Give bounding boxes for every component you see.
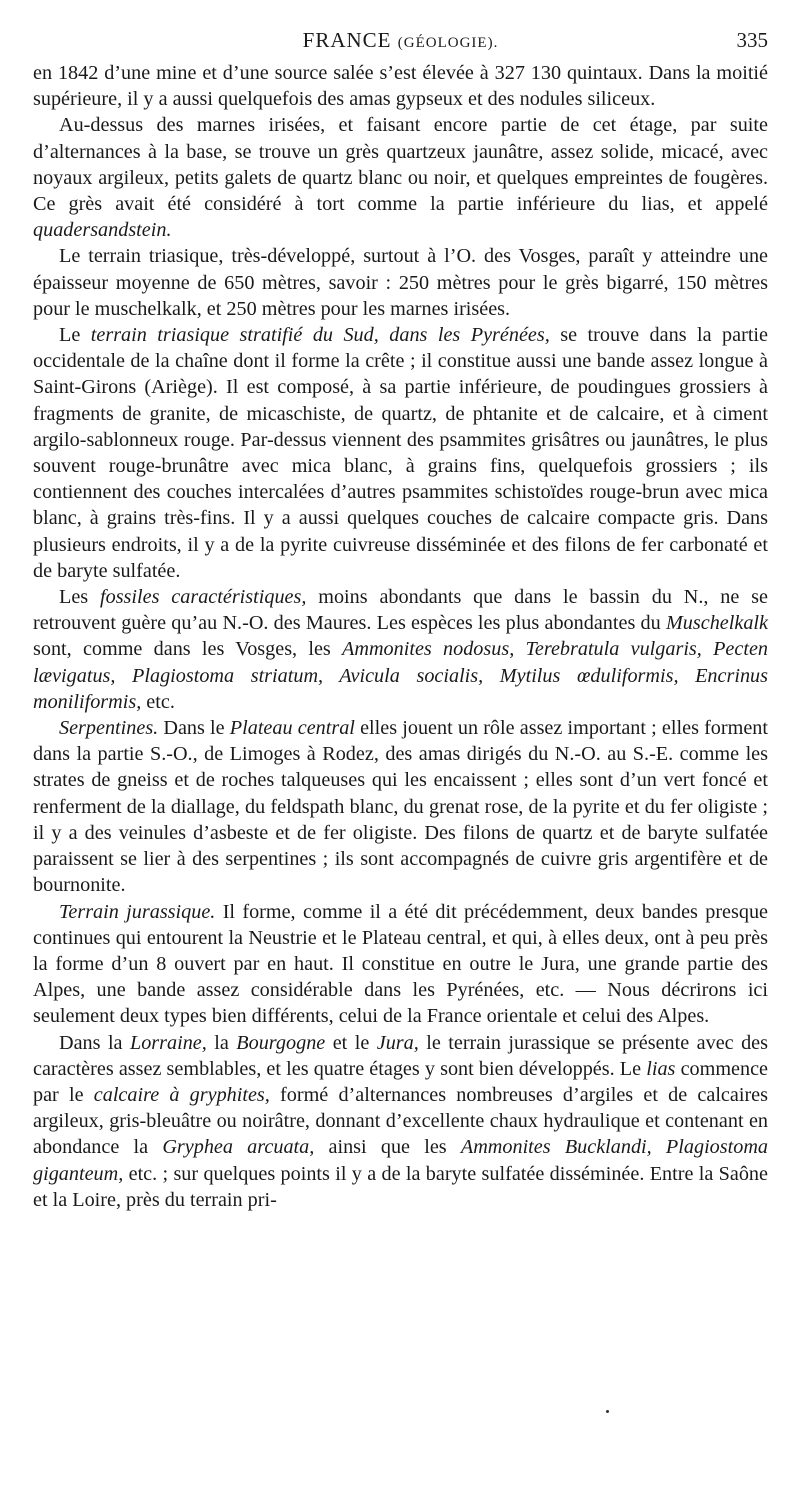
- text-run: Les: [59, 586, 100, 609]
- text-run: Le terrain triasique, très-développé, surtout à l’O. des Vosges, paraît y atteindre une épaisseur moyenne de 650 mètres, savoir : 250 mètres pour le grès bigarré, 150 mètres pour le muschelkalk, et 250 mètres pour les marnes irisées.: [33, 245, 768, 320]
- paragraph: [33, 584, 768, 715]
- page-number: 335: [736, 28, 768, 52]
- text-run: et le: [325, 1031, 377, 1054]
- italic-text: terrain triasique stratifié du Sud, dans les Pyrénées,: [90, 324, 550, 347]
- italic-text: Plateau central: [229, 717, 355, 740]
- italic-text: Serpentines.: [59, 717, 159, 740]
- italic-text: Lorraine,: [129, 1031, 207, 1054]
- text-run: commence par le: [33, 1057, 768, 1106]
- paragraph: [33, 1030, 768, 1213]
- italic-text: fossiles caractéristiques,: [100, 586, 307, 609]
- text-run: Le: [59, 324, 91, 347]
- italic-text: Terrain jurassique.: [59, 900, 216, 923]
- italic-text: Muschelkalk: [665, 612, 768, 635]
- text-run: formé d’alternances nombreuses d’argiles et de calcaires argileux, gris-bleuâtre ou noirâtre, donnant d’excellente chaux hydraulique et contenant en abondance la: [33, 1083, 768, 1159]
- italic-text: lias: [646, 1057, 676, 1080]
- italic-text: Bourgogne: [236, 1031, 326, 1054]
- italic-text: Jura,: [376, 1031, 419, 1054]
- page: [33, 28, 768, 1213]
- article-body: [33, 60, 768, 1213]
- text-run: se trouve dans la partie occidentale de la chaîne dont il forme la crête ; il constitue aussi une bande assez longue à Saint-Girons (Ariège). Il est composé, à sa partie inférieure, de poudingues grossiers à fragments de granite, de micaschiste, de quartz, de phtanite et de calcaire, et à ciment argilo-sablonneux rouge. Par-dessus viennent des psammites grisâtres ou jaunâtres, le plus souvent rouge-brunâtre avec mica blanc, à grains fins, quelquefois grossiers ; ils contiennent des couches intercalées d’autres psammites schistoïdes rouge-brun avec mica blanc, à grains très-fins. Il y a aussi quelques couches de calcaire compacte gris. Dans plusieurs endroits, il y a de la pyrite cuivreuse disséminée et des filons de fer carbonaté et de baryte sulfatée.: [33, 324, 769, 582]
- paragraph: [33, 112, 768, 243]
- paragraph: [33, 243, 768, 322]
- running-title-main: FRANCE: [302, 28, 392, 52]
- italic-text: quadersandstein.: [33, 219, 172, 242]
- paragraph: [33, 322, 768, 584]
- running-header: [33, 28, 768, 58]
- paragraph: [33, 60, 768, 112]
- text-run: moins abondants que dans le bassin du N., ne se retrouvent guère qu’au N.-O. des Maures. Les espèces les plus abondantes du: [33, 586, 768, 635]
- printing-speck: [606, 1410, 609, 1413]
- paragraph: [33, 715, 768, 898]
- text-run: Il forme, comme il a été dit précédemment, deux bandes presque continues qui entourent la Neustrie et le Plateau central, et qui, à elles deux, ont à peu près la forme d’un 8 ouvert par en haut. Il constitue en outre le Jura, une grande partie des Alpes, une bande assez considérable dans les Pyrénées, etc. — Nous décrirons ici seulement deux types bien différents, celui de la France orientale et celui des Alpes.: [33, 900, 769, 1028]
- italic-text: calcaire à gryphites,: [93, 1083, 270, 1106]
- text-run: elles jouent un rôle assez important ; elles forment dans la partie S.-O., de Limoges à Rodez, des amas dirigés du N.-O. au S.-E. comme les strates de gneiss et de roches talqueuses qui les encaissent ; elles sont d’un vert foncé et renferment de la diallage, du feldspath blanc, du grenat rose, de la pyrite et du fer oligiste ; il y a des veinules d’asbeste et de fer oligiste. Des filons de quartz et de baryte sulfatée paraissent se lier à des serpentines ; ils sont accompagnés de cuivre gris argentifère et de bournonite.: [33, 717, 768, 897]
- text-run: le terrain jurassique se présente avec des caractères assez semblables, et les quatre étages y sont bien développés. Le: [33, 1031, 768, 1080]
- paragraph: [33, 899, 768, 1030]
- text-run: Dans le: [158, 717, 230, 740]
- text-run: la: [206, 1031, 237, 1054]
- text-run: sont, comme dans les Vosges, les: [33, 638, 343, 661]
- italic-text: Gryphea arcuata,: [162, 1136, 315, 1159]
- running-title-subject: (GÉOLOGIE).: [397, 35, 499, 51]
- text-run: ainsi que les: [314, 1136, 461, 1159]
- italic-text: Ammonites nodosus, Terebratula vulgaris, Pecten lævigatus, Plagiostoma striatum, Avicula socialis, Mytilus œduliformis, Encrinus moniliformis,: [33, 638, 768, 713]
- italic-text: Ammonites Bucklandi, Plagiostoma giganteum,: [33, 1136, 768, 1185]
- text-run: etc. ; sur quelques points il y a de la baryte sulfatée disséminée. Entre la Saône et la Loire, près du terrain pri-: [33, 1162, 768, 1211]
- text-run: Au-dessus des marnes irisées, et faisant encore partie de cet étage, par suite d’alternances à la base, se trouve un grès quartzeux jaunâtre, assez solide, micacé, avec noyaux argileux, petits galets de quartz blanc ou noir, et quelques empreintes de fougères. Ce grès avait été considéré à tort comme la partie inférieure du lias, et appelé: [33, 114, 768, 216]
- text-run: Dans la: [59, 1031, 130, 1054]
- text-run: etc.: [141, 690, 175, 713]
- running-title: [33, 28, 768, 53]
- text-run: en 1842 d’une mine et d’une source salée s’est élevée à 327 130 quintaux. Dans la moitié supérieure, il y a aussi quelquefois des amas gypseux et des nodules siliceux.: [33, 62, 768, 111]
